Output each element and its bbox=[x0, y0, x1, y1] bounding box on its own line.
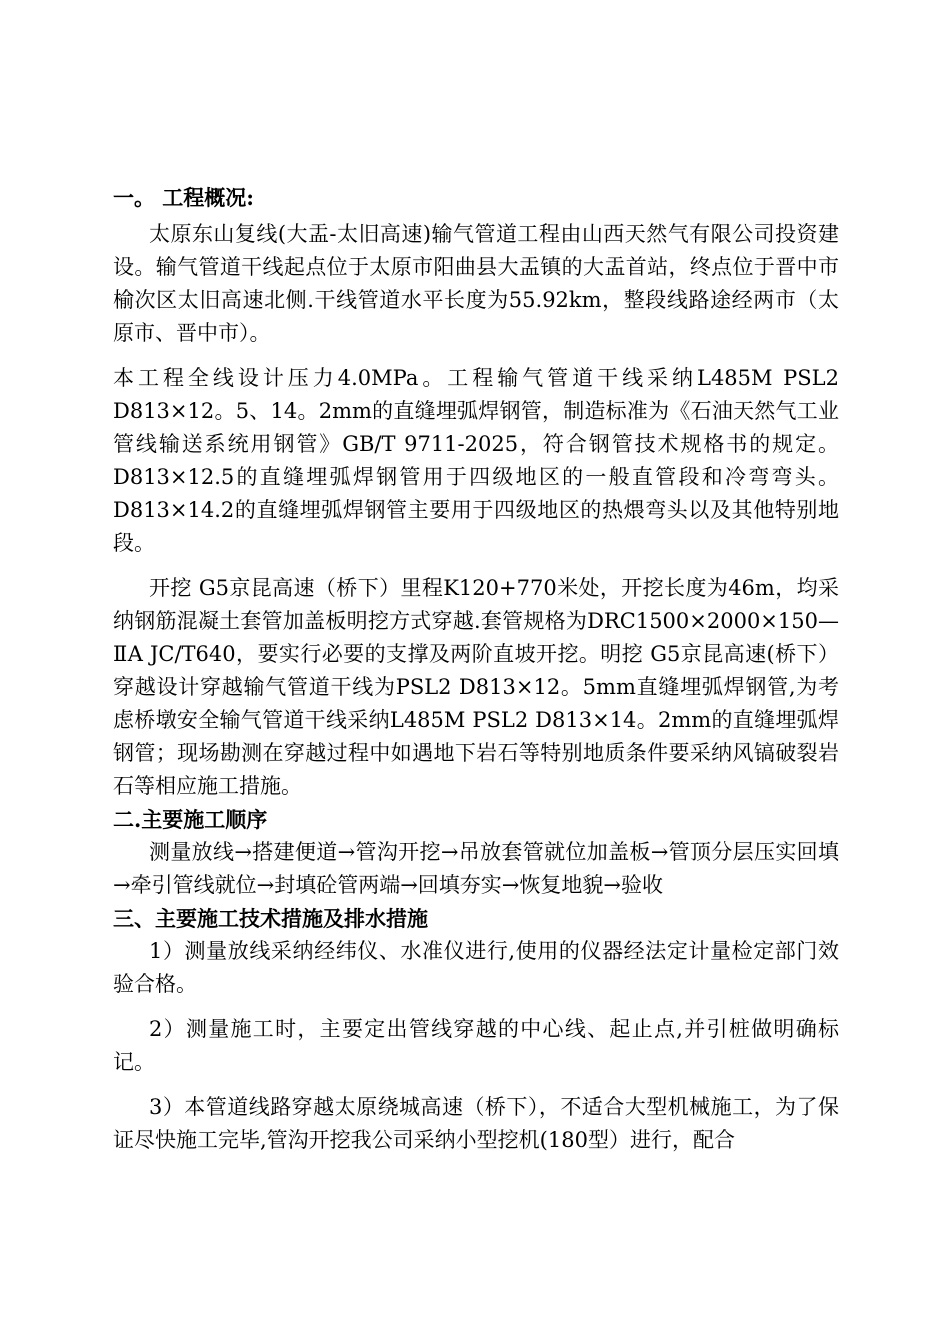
section-1-paragraph-2: 本工程全线设计压力4.0MPa。工程输气管道干线采纳L485M PSL2 D813×12。5、14。2mm的直缝埋弧焊钢管，制造标准为《石油天然气工业管线输送系统用钢管》GB/T 9711-2025，符合钢管技术规格书的规定。D813×12.5的直缝埋弧焊钢管用于四级地区的一般直管段和冷弯弯头。D813×14.2的直缝埋弧焊钢管主要用于四级地区的热煨弯头以及其他特别地段。 bbox=[113, 366, 839, 555]
section-3-item-2: 2）测量施工时，主要定出管线穿越的中心线、起止点,并引桩做明确标记。 bbox=[113, 1017, 839, 1074]
section-3-item-1: 1）测量放线采纳经纬仪、水准仪进行,使用的仪器经法定计量检定部门效验合格。 bbox=[113, 939, 839, 996]
section-2-paragraph-1: 测量放线→搭建便道→管沟开挖→吊放套管就位加盖板→管顶分层压实回填→牵引管线就位→封填砼管两端→回填夯实→恢复地貌→验收 bbox=[113, 840, 839, 897]
section-1-paragraph-1: 太原东山复线(大盂-太旧高速)输气管道工程由山西天然气有限公司投资建设。输气管道干线起点位于太原市阳曲县大盂镇的大盂首站，终点位于晋中市榆次区太旧高速北侧.干线管道水平长度为55.92km，整段线路途经两市（太原市、晋中市）。 bbox=[113, 222, 839, 345]
section-3-heading: 三、主要施工技术措施及排水措施 bbox=[113, 906, 428, 931]
section-3-item-3: 3）本管道线路穿越太原绕城高速（桥下），不适合大型机械施工，为了保证尽快施工完毕,管沟开挖我公司采纳小型挖机(180型）进行，配合 bbox=[113, 1095, 839, 1152]
section-1-heading: 一。 工程概况: bbox=[113, 185, 255, 210]
section-2-heading: 二.主要施工顺序 bbox=[113, 807, 268, 832]
document-body bbox=[113, 181, 839, 1157]
section-1-paragraph-3: 开挖 G5京昆高速（桥下）里程K120+770米处，开挖长度为46m，均采纳钢筋混凝土套管加盖板明挖方式穿越.套管规格为DRC1500×2000×150—ⅡA JC/T640，要实行必要的支撑及两阶直坡开挖。明挖 G5京昆高速(桥下）穿越设计穿越输气管道干线为PSL2 D813×12。5mm直缝埋弧焊钢管,为考虑桥墩安全输气管道干线采纳L485M PSL2 D813×14。2mm的直缝埋弧焊钢管；现场勘测在穿越过程中如遇地下岩石等特别地质条件要采纳风镐破裂岩石等相应施工措施。 bbox=[113, 576, 839, 798]
